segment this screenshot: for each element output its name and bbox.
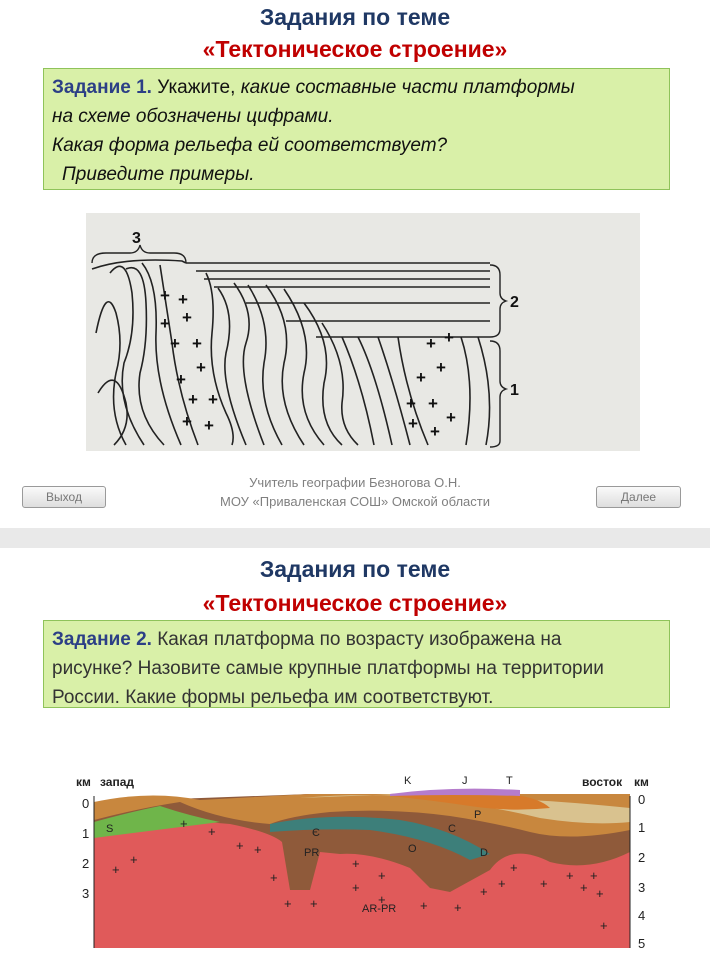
geological-section-diagram (70, 772, 660, 954)
svg-text:+: + (182, 308, 192, 327)
svg-text:+: + (436, 358, 446, 377)
svg-text:+: + (444, 328, 454, 347)
task-label: Задание 1. (52, 77, 152, 98)
task-line-4: Приведите примеры. (62, 164, 255, 185)
svg-text:+: + (352, 856, 360, 871)
slide-subtitle: «Тектоническое строение» (202, 36, 508, 62)
svg-text:+: + (180, 816, 188, 831)
label-basement-number: 1 (510, 382, 519, 399)
task-2-box (43, 620, 670, 708)
task-line-2: рисунке? Назовите самые крупные платформы на территории (52, 658, 604, 679)
svg-text:+: + (510, 860, 518, 875)
slide-title: Задания по теме (259, 556, 451, 582)
left-scale-3: 3 (82, 886, 90, 901)
task-text: Какая платформа по возрасту изображена на (151, 629, 562, 650)
right-scale-0: 0 (638, 792, 646, 807)
platform-structure-diagram (86, 213, 640, 451)
task-text: Укажите, (151, 77, 241, 98)
slide-separator (0, 528, 710, 548)
svg-text:+: + (580, 880, 588, 895)
task-1-box (43, 68, 670, 190)
svg-text:+: + (130, 852, 138, 867)
svg-text:+: + (406, 394, 416, 413)
svg-text:+: + (566, 868, 574, 883)
svg-text:+: + (236, 838, 244, 853)
right-scale-3: 3 (638, 880, 646, 895)
svg-text:+: + (378, 892, 386, 907)
km-label-left: км (76, 775, 91, 789)
svg-text:+: + (254, 842, 262, 857)
task-line-1 (52, 73, 661, 102)
layer-label-k: K (404, 775, 412, 787)
right-scale-1: 1 (638, 820, 646, 835)
left-scale-1: 1 (82, 826, 90, 841)
exit-button[interactable]: Выход (22, 486, 106, 508)
right-scale-5: 5 (638, 936, 646, 951)
svg-text:+: + (352, 880, 360, 895)
slide-title: Задания по теме (259, 4, 451, 30)
task-line-3: России. Какие формы рельефа им соответствуют. (52, 687, 494, 708)
right-scale-4: 4 (638, 908, 646, 923)
svg-text:+: + (284, 896, 292, 911)
slide-subtitle: «Тектоническое строение» (202, 590, 508, 616)
svg-text:+: + (182, 412, 192, 431)
svg-text:+: + (160, 314, 170, 333)
svg-text:+: + (600, 918, 608, 933)
svg-text:+: + (170, 334, 180, 353)
svg-text:+: + (408, 414, 418, 433)
svg-text:+: + (378, 868, 386, 883)
left-scale-0: 0 (82, 796, 90, 811)
svg-text:+: + (178, 290, 188, 309)
svg-text:+: + (498, 876, 506, 891)
school-credit: МОУ «Приваленская СОШ» Омской области (219, 494, 490, 509)
layer-label-o: O (408, 843, 417, 855)
label-cover-number: 3 (132, 230, 141, 247)
task-text: какие составные части платформы (240, 77, 575, 98)
next-button[interactable]: Далее (596, 486, 681, 508)
layer-label-p: P (474, 809, 482, 821)
svg-text:+: + (196, 358, 206, 377)
west-label: запад (100, 775, 135, 789)
author-credit: Учитель географии Безногова О.Н. (249, 475, 461, 490)
svg-text:+: + (430, 422, 440, 441)
svg-text:+: + (208, 824, 216, 839)
svg-text:+: + (428, 394, 438, 413)
svg-text:+: + (188, 390, 198, 409)
task-label: Задание 2. (52, 629, 152, 650)
layer-label-s: S (106, 823, 114, 835)
left-scale-2: 2 (82, 856, 90, 871)
purple-layer-kjt (390, 789, 520, 796)
svg-text:+: + (112, 862, 120, 877)
right-scale-2: 2 (638, 850, 646, 865)
svg-text:+: + (446, 408, 456, 427)
layer-label-cambrian: Є (312, 827, 320, 839)
svg-text:+: + (176, 370, 186, 389)
svg-text:+: + (420, 898, 428, 913)
layer-label-ar-pr: AR-PR (362, 903, 397, 915)
svg-text:+: + (480, 884, 488, 899)
label-sediment-number: 2 (510, 294, 519, 311)
task-line-3: Какая форма рельефа ей соответствует? (52, 135, 448, 156)
layer-label-c: C (448, 823, 456, 835)
svg-text:+: + (540, 876, 548, 891)
svg-text:+: + (416, 368, 426, 387)
task-line-1 (52, 625, 661, 654)
svg-text:+: + (454, 900, 462, 915)
layer-label-t: T (506, 775, 513, 787)
svg-text:+: + (426, 334, 436, 353)
task-line-2: на схеме обозначены цифрами. (52, 106, 334, 127)
svg-text:+: + (160, 286, 170, 305)
svg-text:+: + (590, 868, 598, 883)
layer-label-pr: PR (304, 847, 320, 859)
layer-label-j: J (462, 775, 468, 787)
svg-text:+: + (208, 390, 218, 409)
svg-text:+: + (310, 896, 318, 911)
svg-text:+: + (270, 870, 278, 885)
svg-text:+: + (192, 334, 202, 353)
layer-label-d: D (480, 847, 488, 859)
svg-text:+: + (204, 416, 214, 435)
svg-text:+: + (596, 886, 604, 901)
km-label-right: км (634, 775, 649, 789)
east-label: восток (582, 775, 623, 789)
